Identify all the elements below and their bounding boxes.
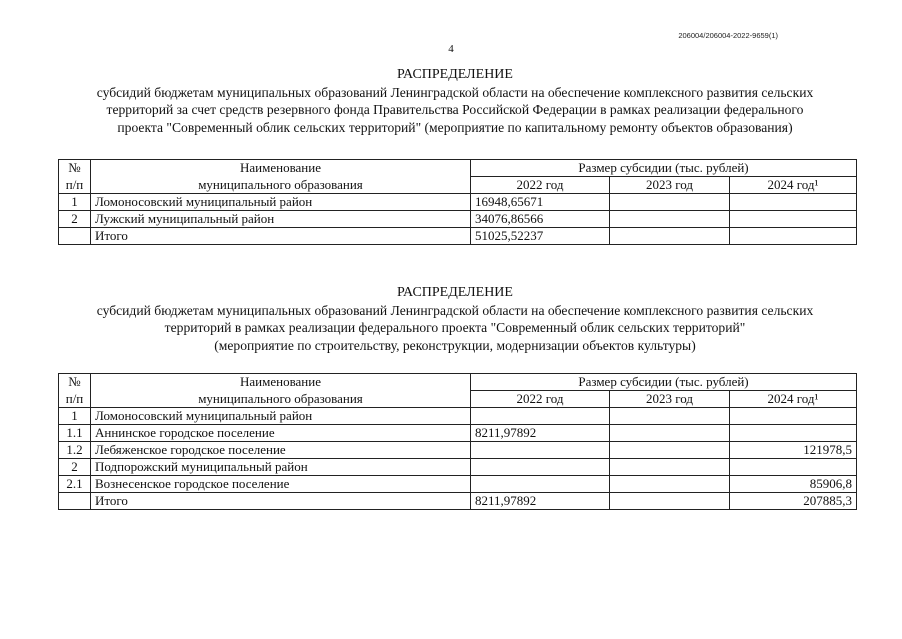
row-2022 <box>471 408 610 425</box>
section1-title: РАСПРЕДЕЛЕНИЕ <box>397 67 513 82</box>
row-2023 <box>610 442 730 459</box>
row-2022 <box>471 459 610 476</box>
header-year-2022: 2022 год <box>471 177 610 194</box>
row-num: 2.1 <box>59 476 91 493</box>
header-name: Наименование <box>91 374 471 391</box>
header-name: Наименование <box>91 160 471 177</box>
row-name: Лужский муниципальный район <box>91 211 471 228</box>
section2-subtitle-line: субсидий бюджетам муниципальных образований Ленинградской области на обеспечение комплексного развития сельских <box>96 302 814 318</box>
page-number: 4 <box>448 43 454 55</box>
row-num: 1.2 <box>59 442 91 459</box>
row-2022: 16948,65671 <box>471 194 610 211</box>
table-row <box>59 408 857 425</box>
row-num: 1 <box>59 194 91 211</box>
row-num: 2 <box>59 459 91 476</box>
header-num-sub: п/п <box>59 177 91 194</box>
table-row <box>59 425 857 442</box>
row-name: Ломоносовский муниципальный район <box>91 194 471 211</box>
row-name: Вознесенское городское поселение <box>91 476 471 493</box>
section1-heading <box>40 66 870 136</box>
row-2023 <box>610 211 730 228</box>
row-2024 <box>730 459 857 476</box>
table-row <box>59 442 857 459</box>
header-name-sub: муниципального образования <box>91 391 471 408</box>
header-name-sub: муниципального образования <box>91 177 471 194</box>
row-2022: 8211,97892 <box>471 425 610 442</box>
header-subsidy-size: Размер субсидии (тыс. рублей) <box>471 160 857 177</box>
section1-subtitle-line: территорий за счет средств резервного фонда Правительства Российской Федерации в рамках реализации федерального <box>106 102 804 117</box>
row-2023 <box>610 194 730 211</box>
table-culture-construction <box>58 373 857 510</box>
table-row <box>59 459 857 476</box>
table-header-row <box>59 177 857 194</box>
row-num: 1.1 <box>59 425 91 442</box>
header-year-2023: 2023 год <box>610 391 730 408</box>
header-subsidy-size: Размер субсидии (тыс. рублей) <box>471 374 857 391</box>
row-name: Аннинское городское поселение <box>91 425 471 442</box>
row-num: 2 <box>59 211 91 228</box>
row-num <box>59 228 91 245</box>
row-2024 <box>730 425 857 442</box>
row-2022: 51025,52237 <box>471 228 610 245</box>
table-row <box>59 476 857 493</box>
row-2023 <box>610 476 730 493</box>
row-2024 <box>730 408 857 425</box>
row-2022: 8211,97892 <box>471 493 610 510</box>
row-name: Ломоносовский муниципальный район <box>91 408 471 425</box>
table-education-capital-repair <box>58 159 857 245</box>
row-2023 <box>610 408 730 425</box>
table-header-row <box>59 160 857 177</box>
row-2023 <box>610 228 730 245</box>
table-row <box>59 194 857 211</box>
table-row <box>59 211 857 228</box>
header-year-2023: 2023 год <box>610 177 730 194</box>
row-2024: 85906,8 <box>730 476 857 493</box>
row-2024: 207885,3 <box>730 493 857 510</box>
header-num-sub: п/п <box>59 391 91 408</box>
section2-subtitle-line: (мероприятие по строительству, реконструкции, модернизации объектов культуры) <box>214 337 696 353</box>
row-2024 <box>730 228 857 245</box>
header-year-2024: 2024 год¹ <box>730 177 857 194</box>
row-2022 <box>471 476 610 493</box>
row-2022: 34076,86566 <box>471 211 610 228</box>
section1-subtitle-line: субсидий бюджетам муниципальных образований Ленинградской области на обеспечение комплексного развития сельских <box>96 84 814 100</box>
row-2024: 121978,5 <box>730 442 857 459</box>
header-num: № <box>59 374 91 391</box>
row-num <box>59 493 91 510</box>
section1-subtitle-line: проекта "Современный облик сельских территорий" (мероприятие по капитальному ремонту объектов образования) <box>117 119 793 135</box>
row-name: Подпорожский муниципальный район <box>91 459 471 476</box>
row-2022 <box>471 442 610 459</box>
row-name: Лебяженское городское поселение <box>91 442 471 459</box>
table-total-row <box>59 228 857 245</box>
row-2023 <box>610 459 730 476</box>
section2-heading <box>40 284 870 354</box>
row-2023 <box>610 425 730 442</box>
header-year-2022: 2022 год <box>471 391 610 408</box>
header-num: № <box>59 160 91 177</box>
document-id: 206004/206004-2022-9659(1) <box>678 31 778 40</box>
row-2023 <box>610 493 730 510</box>
row-name: Итого <box>91 493 471 510</box>
header-year-2024: 2024 год¹ <box>730 391 857 408</box>
row-2024 <box>730 211 857 228</box>
row-name: Итого <box>91 228 471 245</box>
table-header-row <box>59 374 857 391</box>
section2-subtitle-line: территорий в рамках реализации федерального проекта "Современный облик сельских территорий" <box>164 320 746 335</box>
section2-title: РАСПРЕДЕЛЕНИЕ <box>397 285 513 300</box>
table-header-row <box>59 391 857 408</box>
table-total-row <box>59 493 857 510</box>
row-num: 1 <box>59 408 91 425</box>
row-2024 <box>730 194 857 211</box>
